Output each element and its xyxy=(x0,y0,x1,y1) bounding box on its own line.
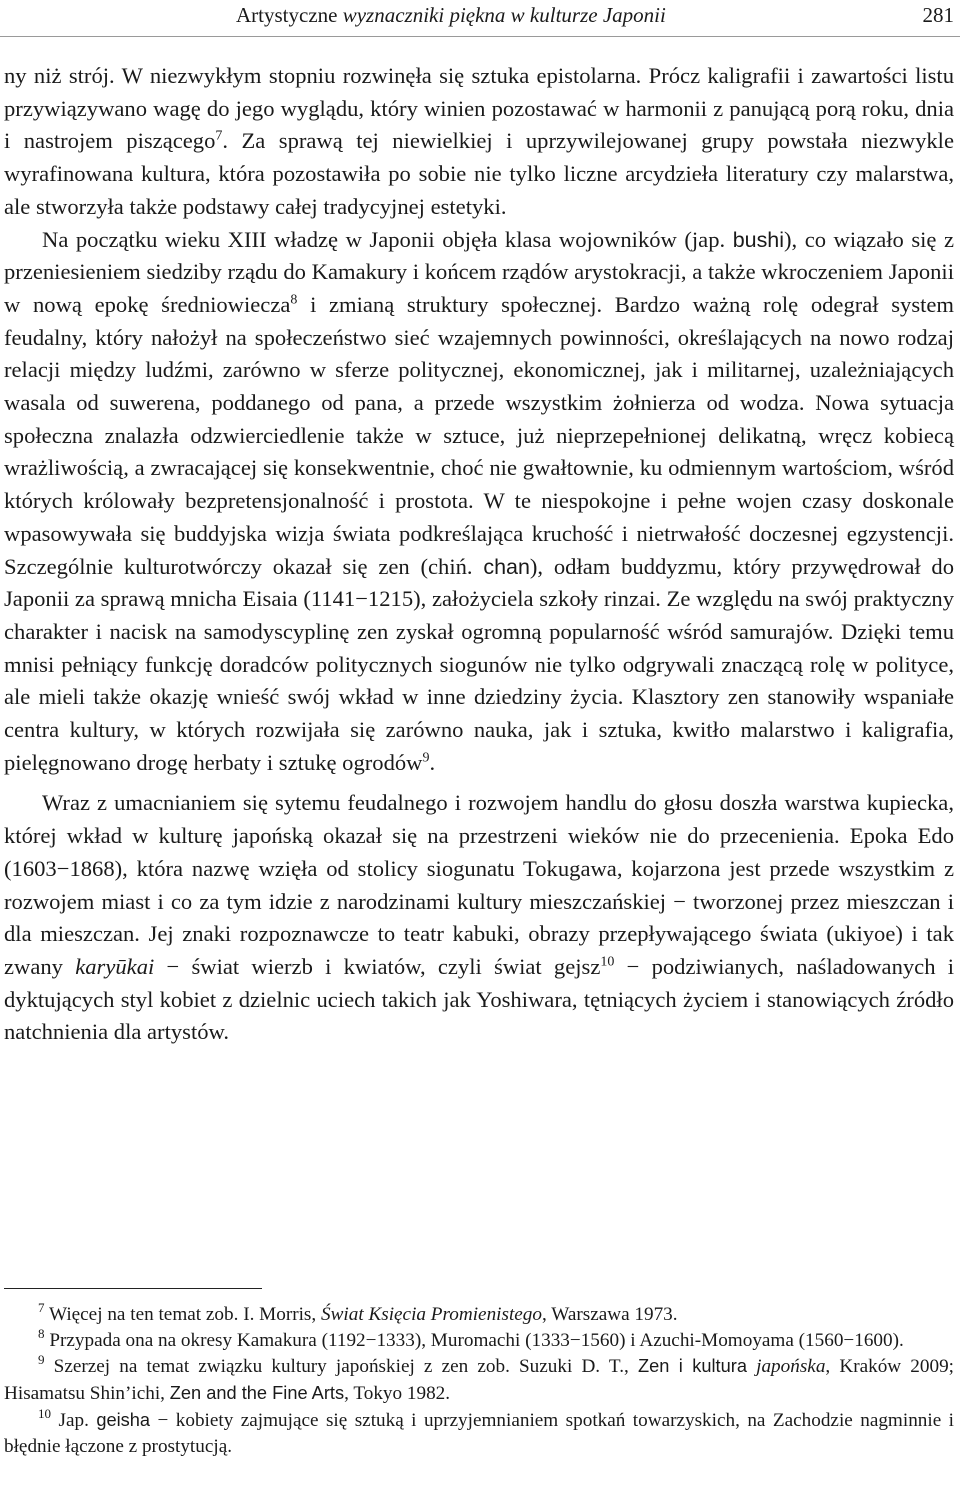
text-run: Przypada ona na okresy Kamakura (1192−1333), Muromachi (1333−1560) i Azuchi-Momoyama (1560−1600). xyxy=(44,1329,904,1351)
text-run: , Warszawa 1973. xyxy=(542,1304,678,1325)
text-run: ), co wiązało się z przeniesieniem siedziby rządu do Kamakury i końcem rządów arystokracji, a także wkroczeniem Japonii w nową epokę średniowiecza xyxy=(4,226,954,317)
book-title: Zen and the Fine Arts xyxy=(169,1382,345,1404)
term-karyukai: karyūkai xyxy=(75,953,155,979)
book-title: Świat Księcia Promienistego xyxy=(321,1304,542,1325)
term-chan: chan xyxy=(483,554,530,579)
footnote-number: 8 xyxy=(38,1325,45,1341)
footnote-9 xyxy=(4,1353,954,1406)
paragraph-1 xyxy=(4,60,954,224)
footnote-number: 9 xyxy=(38,1352,45,1368)
text-run: ny niż strój. W niezwykłym stopniu rozwinęła się sztuka epistolarna. Prócz kaligrafii i zawartości listu przywiązywano wagę do jego wyglądu, który winien pozostawać w harmonii z panującą porą roku, dnia i nastrojem piszącego xyxy=(4,63,954,154)
text-run: Wraz z umacnianiem się sytemu feudalnego i rozwojem handlu do głosu doszła warstwa kupiecka, której wkład w kulturę japońską okazał się na przestrzeni wieków nie do przecenienia. Epoka Edo (1603−1868), która nazwę wzięła od stolicy siogunatu Tokugawa, kojarzona jest przede wszystkim z rozwojem miast i co za tym idzie z narodzinami kultury mieszczańskiej − tworzonej przez mieszczan i dla mieszczan. Jej znaki rozpoznawcze to teatr kabuki, obrazy przepływającego świata (ukiyoe) i tak zwany xyxy=(4,790,954,979)
text-run: , Kraków 2009; Hisamatsu Shin’ichi, xyxy=(4,1356,955,1405)
footnote-10 xyxy=(4,1407,954,1459)
text-run: , Tokyo 1982. xyxy=(344,1383,451,1405)
text-run: Więcej na ten temat zob. I. Morris, xyxy=(44,1304,321,1325)
text-run: − świat wierzb i kwiatów, czyli świat gejsz xyxy=(154,953,601,979)
text-run: Jap. xyxy=(51,1409,97,1431)
text-run: − kobiety zajmujące się sztuką i uprzyjemnianiem spotkań towarzyskich, na Zachodzie nagminnie i błędnie łączone z prostytucją. xyxy=(4,1409,954,1457)
book-title: Zen i kultura xyxy=(637,1355,747,1377)
running-title-italic: wyznaczniki piękna w kulturze Japonii xyxy=(342,3,666,27)
footnote-ref-7: 7 xyxy=(215,129,223,144)
footnote-separator xyxy=(4,1288,262,1289)
text-run xyxy=(747,1356,756,1377)
term-geisha: geisha xyxy=(96,1408,151,1430)
footnote-number: 7 xyxy=(38,1299,45,1315)
text-run: Na początku wieku XIII władzę w Japonii objęła klasa wojowników (jap. xyxy=(42,226,733,252)
text-run: Szerzej na temat związku kultury japońskiej z zen zob. Suzuki D. T., xyxy=(44,1356,638,1378)
paragraph-2 xyxy=(4,224,954,780)
text-run: . Za sprawą tej niewielkiej i uprzywilejowanej grupy powstała niezwykle wyrafinowana kultura, która pozostawiła po sobie nie tylko liczne arcydzieła literatury czy malarstwa, ale stworzyła także podstawy całej tradycyjnej estetyki. xyxy=(4,128,954,219)
term-bushi: bushi xyxy=(732,227,785,252)
running-title xyxy=(236,3,666,28)
footnote-ref-8: 8 xyxy=(290,292,298,308)
footnote-ref-10: 10 xyxy=(600,954,615,970)
footnote-number: 10 xyxy=(38,1405,52,1421)
page-number: 281 xyxy=(922,3,954,27)
text-run: ), odłam buddyzmu, który przywędrował do Japonii za sprawą mnicha Eisaia (1141−1215), założyciela szkoły rinzai. Ze względu na swój praktyczny charakter i nacisk na samodyscyplinę zen zyskał ogromną popularność wśród samurajów. Dzięki temu mnisi pełniący funkcję doradców politycznych siogunów nie tylko odgrywali znaczącą rolę w polityce, ale mieli także okazję wnieść swój wkład w inne dziedziny życia. Klasztory zen stanowiły wspaniałe centra kultury, w których rozwijała się zarówno nauka, jak i sztuka, kwitło malarstwo i kaligrafia, pielęgnowano drogę herbaty i sztukę ogrodów xyxy=(4,553,954,775)
running-header xyxy=(0,0,960,37)
main-text xyxy=(4,60,954,1049)
footnote-ref-9: 9 xyxy=(422,750,430,766)
footnote-8 xyxy=(4,1325,954,1354)
footnotes xyxy=(4,1299,955,1459)
text-run: i zmianą struktury społecznej. Bardzo ważną rolę odegrał system feudalny, który nałożył na społeczeństwo sieć wzajemnych powinności, określających na nowo rodzaj relacji między ludźmi, zarówno w sferze politycznej, ekonomicznej, jak i militarnej, uzależniających wasala od suwerena, poddanego od pana, a przede wszystkim żołnierza od wodza. Nowa sytuacja społeczna znalazła odzwierciedlenie także w sztuce, już nieprzepełnionej delikatną, wręcz kobiecą wrażliwością, a zwracającej się konsekwentnie, choć nie gwałtownie, ku odmiennym wartościom, wśród których królowały bezpretensjonalność i prostota. W te niespokojne i pełne wojen czasy doskonale wpasowywała się buddyjska wizja świata podkreślająca kruchość i nietrwałość doczesnej egzystencji. Szczególnie kulturotwórczy okazał się zen (chiń. xyxy=(4,291,954,579)
footnote-7 xyxy=(4,1299,954,1328)
running-title-prefix: Artystyczne xyxy=(236,3,343,27)
paragraph-3 xyxy=(4,787,954,1049)
text-run: . xyxy=(429,749,436,775)
text-run: − podziwianych, naśladowanych i dyktujących styl kobiet z dzielnic uciech takich jak Yoshiwara, tętniących życiem i stanowiących źródło natchnienia dla artystów. xyxy=(4,953,955,1045)
book-title: japońska xyxy=(756,1356,826,1378)
